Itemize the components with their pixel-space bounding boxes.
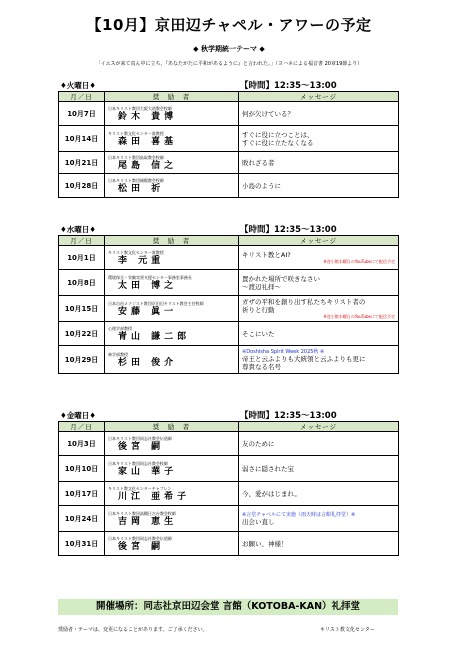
column-header-speaker: 奨 励 者 — [105, 236, 239, 246]
row-speaker — [105, 152, 239, 174]
table-row — [59, 174, 399, 198]
row-speaker — [105, 432, 239, 456]
row-speaker — [105, 174, 239, 198]
row-speaker — [105, 126, 239, 152]
table-row — [59, 126, 399, 152]
table-header-row — [59, 236, 399, 246]
row-message — [239, 246, 399, 270]
speaker-affiliation: 日本キリスト教団同志社教会伝道師 — [108, 535, 172, 541]
speaker-affiliation: 日本キリスト教団同志社教会伝道師 — [108, 435, 172, 441]
row-speaker — [105, 296, 239, 322]
row-speaker — [105, 322, 239, 346]
speaker-name: 尾島 信之 — [118, 160, 178, 171]
column-header-speaker: 奨 励 者 — [105, 92, 239, 102]
table-row — [59, 456, 399, 482]
speaker-name: 後宮 嗣 — [118, 441, 165, 452]
column-header-date: 月／日 — [59, 92, 105, 102]
schedule-section — [58, 224, 398, 374]
speaker-name: 家山 華子 — [118, 466, 178, 477]
speaker-name: 安藤 眞一 — [118, 306, 178, 317]
message-line: 祈りと行動 — [242, 306, 275, 314]
row-message — [239, 506, 399, 532]
row-message — [239, 102, 399, 126]
section-header — [58, 224, 398, 235]
speaker-name: 後宮 嗣 — [118, 541, 165, 552]
row-date: 10月29日 — [59, 346, 105, 374]
speaker-name: 森田 喜基 — [118, 136, 178, 147]
row-date: 10月24日 — [59, 506, 105, 532]
column-header-message: メッセージ — [239, 92, 399, 102]
row-date: 10月3日 — [59, 432, 105, 456]
message-line: 小島のように — [242, 181, 281, 190]
message-line: すぐに役に立たなくなる — [242, 138, 314, 147]
row-message — [239, 174, 399, 198]
table-row — [59, 346, 399, 374]
schedule-section — [58, 80, 398, 198]
row-speaker — [105, 456, 239, 482]
speaker-affiliation: 日本キリスト教団鳥取教会牧師 — [108, 154, 164, 160]
message-line: 今、愛がはじまれ。 — [242, 489, 301, 498]
speaker-affiliation: 日本キリスト教団高槻日吉台教会牧師 — [108, 510, 176, 516]
row-date: 10月7日 — [59, 102, 105, 126]
row-date: 10月15日 — [59, 296, 105, 322]
speaker-affiliation: キリスト教文化センター准教授 — [108, 130, 164, 136]
table-header-row — [59, 422, 399, 432]
row-date: 10月14日 — [59, 126, 105, 152]
row-message — [239, 126, 399, 152]
row-date: 10月8日 — [59, 270, 105, 296]
speaker-name: 太田 博之 — [118, 280, 178, 291]
theme-heading: ◆ 秋学期統一テーマ ◆ — [193, 45, 265, 53]
speaker-affiliation: 日本自由メソジスト教団京田辺キリスト教会主任牧師 — [108, 300, 204, 306]
table-row — [59, 296, 399, 322]
speaker-name: 松田 祈 — [118, 183, 165, 194]
row-speaker — [105, 532, 239, 556]
row-date: 10月21日 — [59, 152, 105, 174]
message-line: ガザの平和を創り出す私たちキリスト者の — [242, 298, 366, 306]
broadcast-note: ※登小館水曜日のYouTubeにて配信予定 — [323, 314, 395, 319]
row-date: 10月22日 — [59, 322, 105, 346]
message-line: 友のために — [242, 439, 275, 448]
message-line: 何が欠けている？ — [242, 109, 294, 118]
schedule-section — [58, 410, 398, 556]
time-label: 【時間】12:35～13:00 — [240, 225, 337, 235]
speaker-affiliation: 日本キリスト教団同志社教会牧師 — [108, 460, 168, 466]
message-line: すぐに役に立つことは、 — [242, 130, 314, 139]
row-date: 10月17日 — [59, 482, 105, 506]
speaker-affiliation: 日本キリスト教団城陽教会牧師 — [108, 177, 164, 183]
footer-organization: キリスト教文化センター — [320, 627, 375, 633]
table-row — [59, 270, 399, 296]
row-message — [239, 152, 399, 174]
event-note: ※言堂チャペルにて実施（雨天時は言館礼拝堂）※ — [242, 511, 356, 518]
broadcast-note: ※登小館水曜日のYouTubeにて配信予定 — [323, 259, 395, 264]
message-line: 帝王と云ふよりも大統領と云ふよりも更に — [242, 354, 366, 363]
event-note: ※Doshisha Spirit Week 2025秋 ※ — [242, 348, 325, 355]
row-message — [239, 346, 399, 374]
speaker-affiliation: 神学部教授 — [108, 351, 128, 357]
schedule-table — [58, 91, 399, 198]
weekday-label: ♦火曜日♦ — [60, 81, 96, 90]
message-line: 尊貴なる名号 — [242, 362, 281, 371]
speaker-affiliation: キリスト教文化センターチャプレン — [108, 485, 172, 491]
venue-banner: 開催場所：同志社京田辺会堂 言館（KOTOBA-KAN）礼拝堂 — [58, 599, 398, 615]
row-speaker — [105, 482, 239, 506]
schedule-table — [58, 235, 399, 374]
message-line: お願い、神様！ — [242, 539, 288, 548]
row-message — [239, 482, 399, 506]
speaker-name: 鈴木 貴博 — [118, 111, 178, 122]
speaker-name: 杉田 俊介 — [118, 357, 178, 368]
table-header-row — [59, 92, 399, 102]
message-line: ～渡辺礼拝～ — [242, 282, 281, 291]
row-speaker — [105, 270, 239, 296]
row-date: 10月10日 — [59, 456, 105, 482]
speaker-name: 青山 謙二郎 — [118, 331, 191, 342]
column-header-date: 月／日 — [59, 236, 105, 246]
column-header-speaker: 奨 励 者 — [105, 422, 239, 432]
weekday-label: ♦水曜日♦ — [60, 225, 96, 234]
row-message — [239, 456, 399, 482]
table-row — [59, 322, 399, 346]
row-date: 10月1日 — [59, 246, 105, 270]
message-line: 置かれた場所で咲きなさい — [242, 274, 320, 283]
section-header — [58, 410, 398, 421]
speaker-name: 吉岡 恵生 — [118, 516, 178, 527]
column-header-date: 月／日 — [59, 422, 105, 432]
message-line: 出会い直し — [242, 517, 275, 526]
table-row — [59, 432, 399, 456]
schedule-table — [58, 421, 399, 556]
message-line: 敗れざる者 — [242, 158, 275, 167]
table-row — [59, 152, 399, 174]
row-speaker — [105, 246, 239, 270]
weekday-label: ♦金曜日♦ — [60, 411, 96, 420]
speaker-affiliation: 環境保全・実験実習支援センター事務室事務長 — [108, 274, 192, 280]
row-message — [239, 322, 399, 346]
table-row — [59, 482, 399, 506]
row-speaker — [105, 346, 239, 374]
section-header — [58, 80, 398, 91]
row-message — [239, 532, 399, 556]
speaker-name: 川江 亜希子 — [118, 491, 191, 502]
table-row — [59, 506, 399, 532]
column-header-message: メッセージ — [239, 422, 399, 432]
row-message — [239, 270, 399, 296]
row-date: 10月28日 — [59, 174, 105, 198]
column-header-message: メッセージ — [239, 236, 399, 246]
speaker-affiliation: キリスト教文化センター准教授 — [108, 249, 164, 255]
time-label: 【時間】12:35～13:00 — [240, 411, 337, 421]
message-line: キリスト教とAI? — [242, 251, 291, 259]
time-label: 【時間】12:35～13:00 — [240, 81, 337, 91]
table-row — [59, 246, 399, 270]
theme-text: 「イエスが来て真ん中に立ち、『あなたがたに平和があるように』と言われた。」（ヨハネによる福音書 20章19節より） — [95, 61, 363, 67]
footer-note: 奨励者・テーマは、変更になることがあります。ご了承ください。 — [58, 627, 208, 633]
message-line: 弱さに隠された宝 — [242, 464, 294, 473]
message-line: そこにいた — [242, 329, 275, 338]
row-speaker — [105, 102, 239, 126]
speaker-affiliation: 心理学部教授 — [108, 325, 132, 331]
row-message — [239, 432, 399, 456]
row-date: 10月31日 — [59, 532, 105, 556]
table-row — [59, 102, 399, 126]
row-message — [239, 296, 399, 322]
page-title: 【10月】京田辺チャペル・アワーの予定 — [86, 16, 372, 34]
speaker-affiliation: 日本キリスト教団大阪大道教会牧師 — [108, 105, 172, 111]
table-row — [59, 532, 399, 556]
speaker-name: 李 元重 — [118, 255, 165, 266]
row-speaker — [105, 506, 239, 532]
